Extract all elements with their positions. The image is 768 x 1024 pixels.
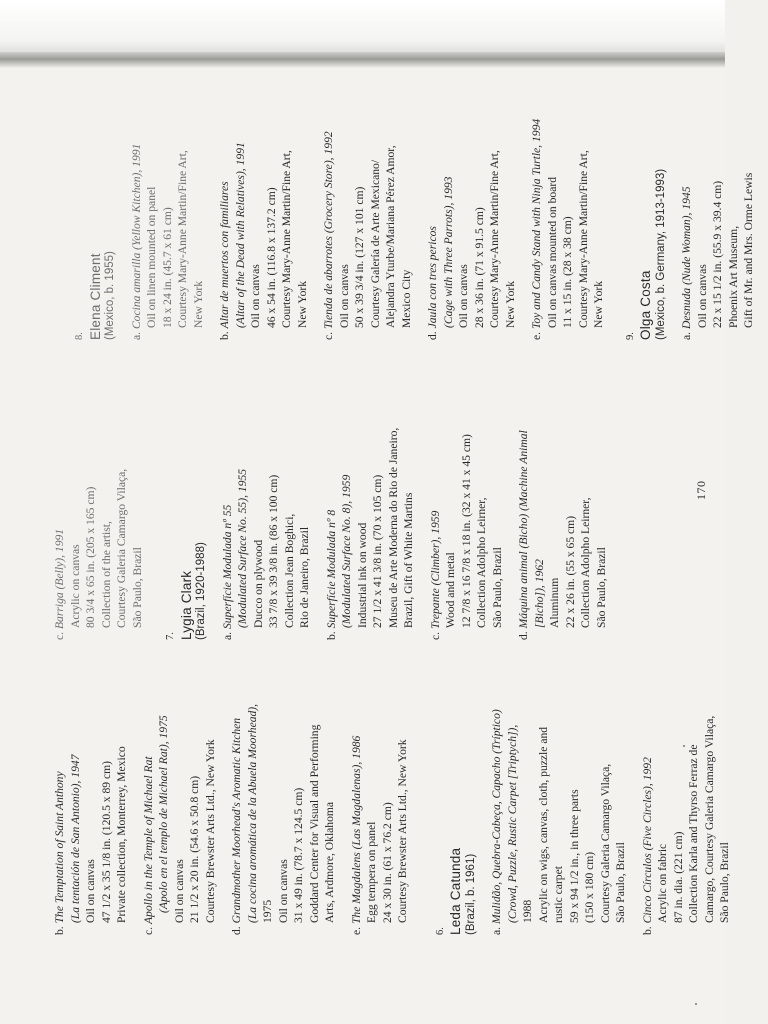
artist-name: Lygia Clark — [178, 570, 194, 640]
entry: d. Máquina animal (Bicho) (Machine Animal [Bicho]), 1962 Aluminum 22 x 26 in. (55 x 65 cm) Collection Adolpho Leirner, São Paulo, Brazil — [517, 430, 608, 640]
column-2 — [52, 350, 620, 640]
entry: a. Mulidão, Quebra-Cabeça, Capacho (Tríptico) (Crowd, Puzzle, Rustic Carpet [Triptych]), 1988 Acrylic on wigs, canvas, cloth, puzzle and rustic carpet 59 x 94 1/2 in., in three parts (150 x 180 cm) Courtesy Galeria Camargo Vilaça, São Paulo, Brazil — [490, 709, 627, 935]
entry: b. Superfície Modulada nº 8 (Modulated Surface No. 8), 1959 Industrial ink on wood 27 1/2 x 41 3/8 in. (70 x 105 cm) Museu de Arte Moderna do Rio de Janeiro, Brazil, Gift of White Martins — [324, 427, 415, 640]
page-number: 170 — [694, 480, 708, 500]
scan-speck — [683, 745, 685, 747]
artist-heading: 7. Lygia Clark (Brazil, 1920-1988) — [163, 350, 210, 640]
scan-speck — [695, 1003, 697, 1005]
artist-heading: 9. Olga Costa (Mexico, b. Germany, 1913-1993) — [623, 50, 670, 340]
artist-name: Leda Catunda — [448, 847, 463, 935]
entry: c. Apollo in the Temple of Michael Rat (Apolo en el templo de Michael Rat), 1975 Oil on canvas 21 1/2 x 20 in. (54.6 x 50.8 cm) Courtesy Brewster Arts Ltd., New York — [141, 715, 217, 935]
artist-name: Elena Climent — [87, 253, 103, 340]
artist-heading: 8. Elena Climent (Mexico, b. 1955) — [72, 50, 119, 340]
entry: b. Cinco Círculos (Five Circles), 1992 Acrylic on fabric 87 in. dia. (221 cm) Collection Karla and Thyrso Ferraz de Camargo, Courtesy Galeria Camargo Vilaça, São Paulo, Brazil — [640, 715, 731, 935]
column-1 — [52, 645, 744, 935]
entry: e. Toy and Candy Stand with Ninja Turtle, 1994 Oil on canvas mounted on board 11 x 15 in. (28 x 38 cm) Courtesy Mary-Anne Martin/Fine Art, New York — [530, 118, 605, 340]
artist-heading: 6. Leda Catunda (Brazil, b. 1961) — [433, 645, 480, 935]
rotated-page-content — [22, 40, 755, 940]
entry: a. Cocina amarilla (Yellow Kitchen), 1991 Oil on linen mounted on panel 18 x 24 in. (45.7 x 61 cm) Courtesy Mary-Anne Martin/Fine Art, New York — [129, 143, 205, 340]
entry: d. Grandmother Moorhead's Aromatic Kitchen (La cocina aromática de la Abuela Moorhead), 1975 Oil on canvas 31 x 49 in. (78.7 x 124.5 cm) Goddard Center for Visual and Performing Arts, Ardmore, Oklahoma — [230, 703, 336, 935]
artist-name: Olga Costa — [638, 270, 653, 340]
entry: e. The Magdalens (Las Magdalenas), 1986 Egg tempera on panel 24 x 30 in. (61 x 76.2 cm) Courtesy Brewster Arts Ltd., New York — [349, 735, 409, 935]
column-3 — [72, 50, 768, 340]
entry: c. Barriga (Belly), 1991 Acrylic on canvas 80 3/4 x 65 in. (205 x 165 cm) Collection of the artist, Courtesy Galeria Camargo Vilaça, São Paulo, Brazil — [53, 468, 144, 640]
entry: b. Altar de muertos con familiares (Altar of the Dead with Relatives), 1991 Oil on canvas 46 x 54 in. (116.8 x 137.2 cm) Courtesy Mary-Anne Martin/Fine Art, New York — [218, 142, 309, 340]
entry: b. The Temptation of Saint Anthony (La tentación de San Antonio), 1947 Oil on canvas 47 1/2 x 35 1/8 in. (120.5 x 89 cm) Private collection, Monterrey, Mexico — [53, 746, 128, 935]
entry: a. Superfície Modulada nº 55 (Modulated Surface No. 55), 1955 Ducco on plywood 33 7/8 x 39 3/8 in. (86 x 100 cm) Collection Jean Boghici, Rio de Janeiro, Brazil — [220, 468, 311, 640]
entry: a. Desnuda (Nude Woman), 1945 Oil on canvas 22 x 15 1/2 in. (55.9 x 39.4 cm) Phoenix Art Museum, Gift of Mr. and Mrs. Orme Lewis — [680, 172, 755, 340]
entry: d. Jaula con tres pericos (Cage with Three Parrots), 1993 Oil on canvas 28 x 36 in. (71 x 91.5 cm) Courtesy Mary-Anne Martin/Fine Art, New York — [426, 150, 517, 340]
entry: c. Trepante (Climber), 1959 Wood and metal 12 7/8 x 16 7/8 x 18 in. (32 x 41 x 45 cm) Collection Adolpho Leirner, São Paulo, Brazil — [428, 434, 504, 640]
entry: c. Tienda de abarrotes (Grocery Store), 1992 Oil on canvas 50 x 39 3/4 in. (127 x 101 cm) Courtesy Galería de Arte Mexicano/ Alejandra Yturbe/Mariana Pérez Amor, Mexico City — [322, 131, 413, 340]
